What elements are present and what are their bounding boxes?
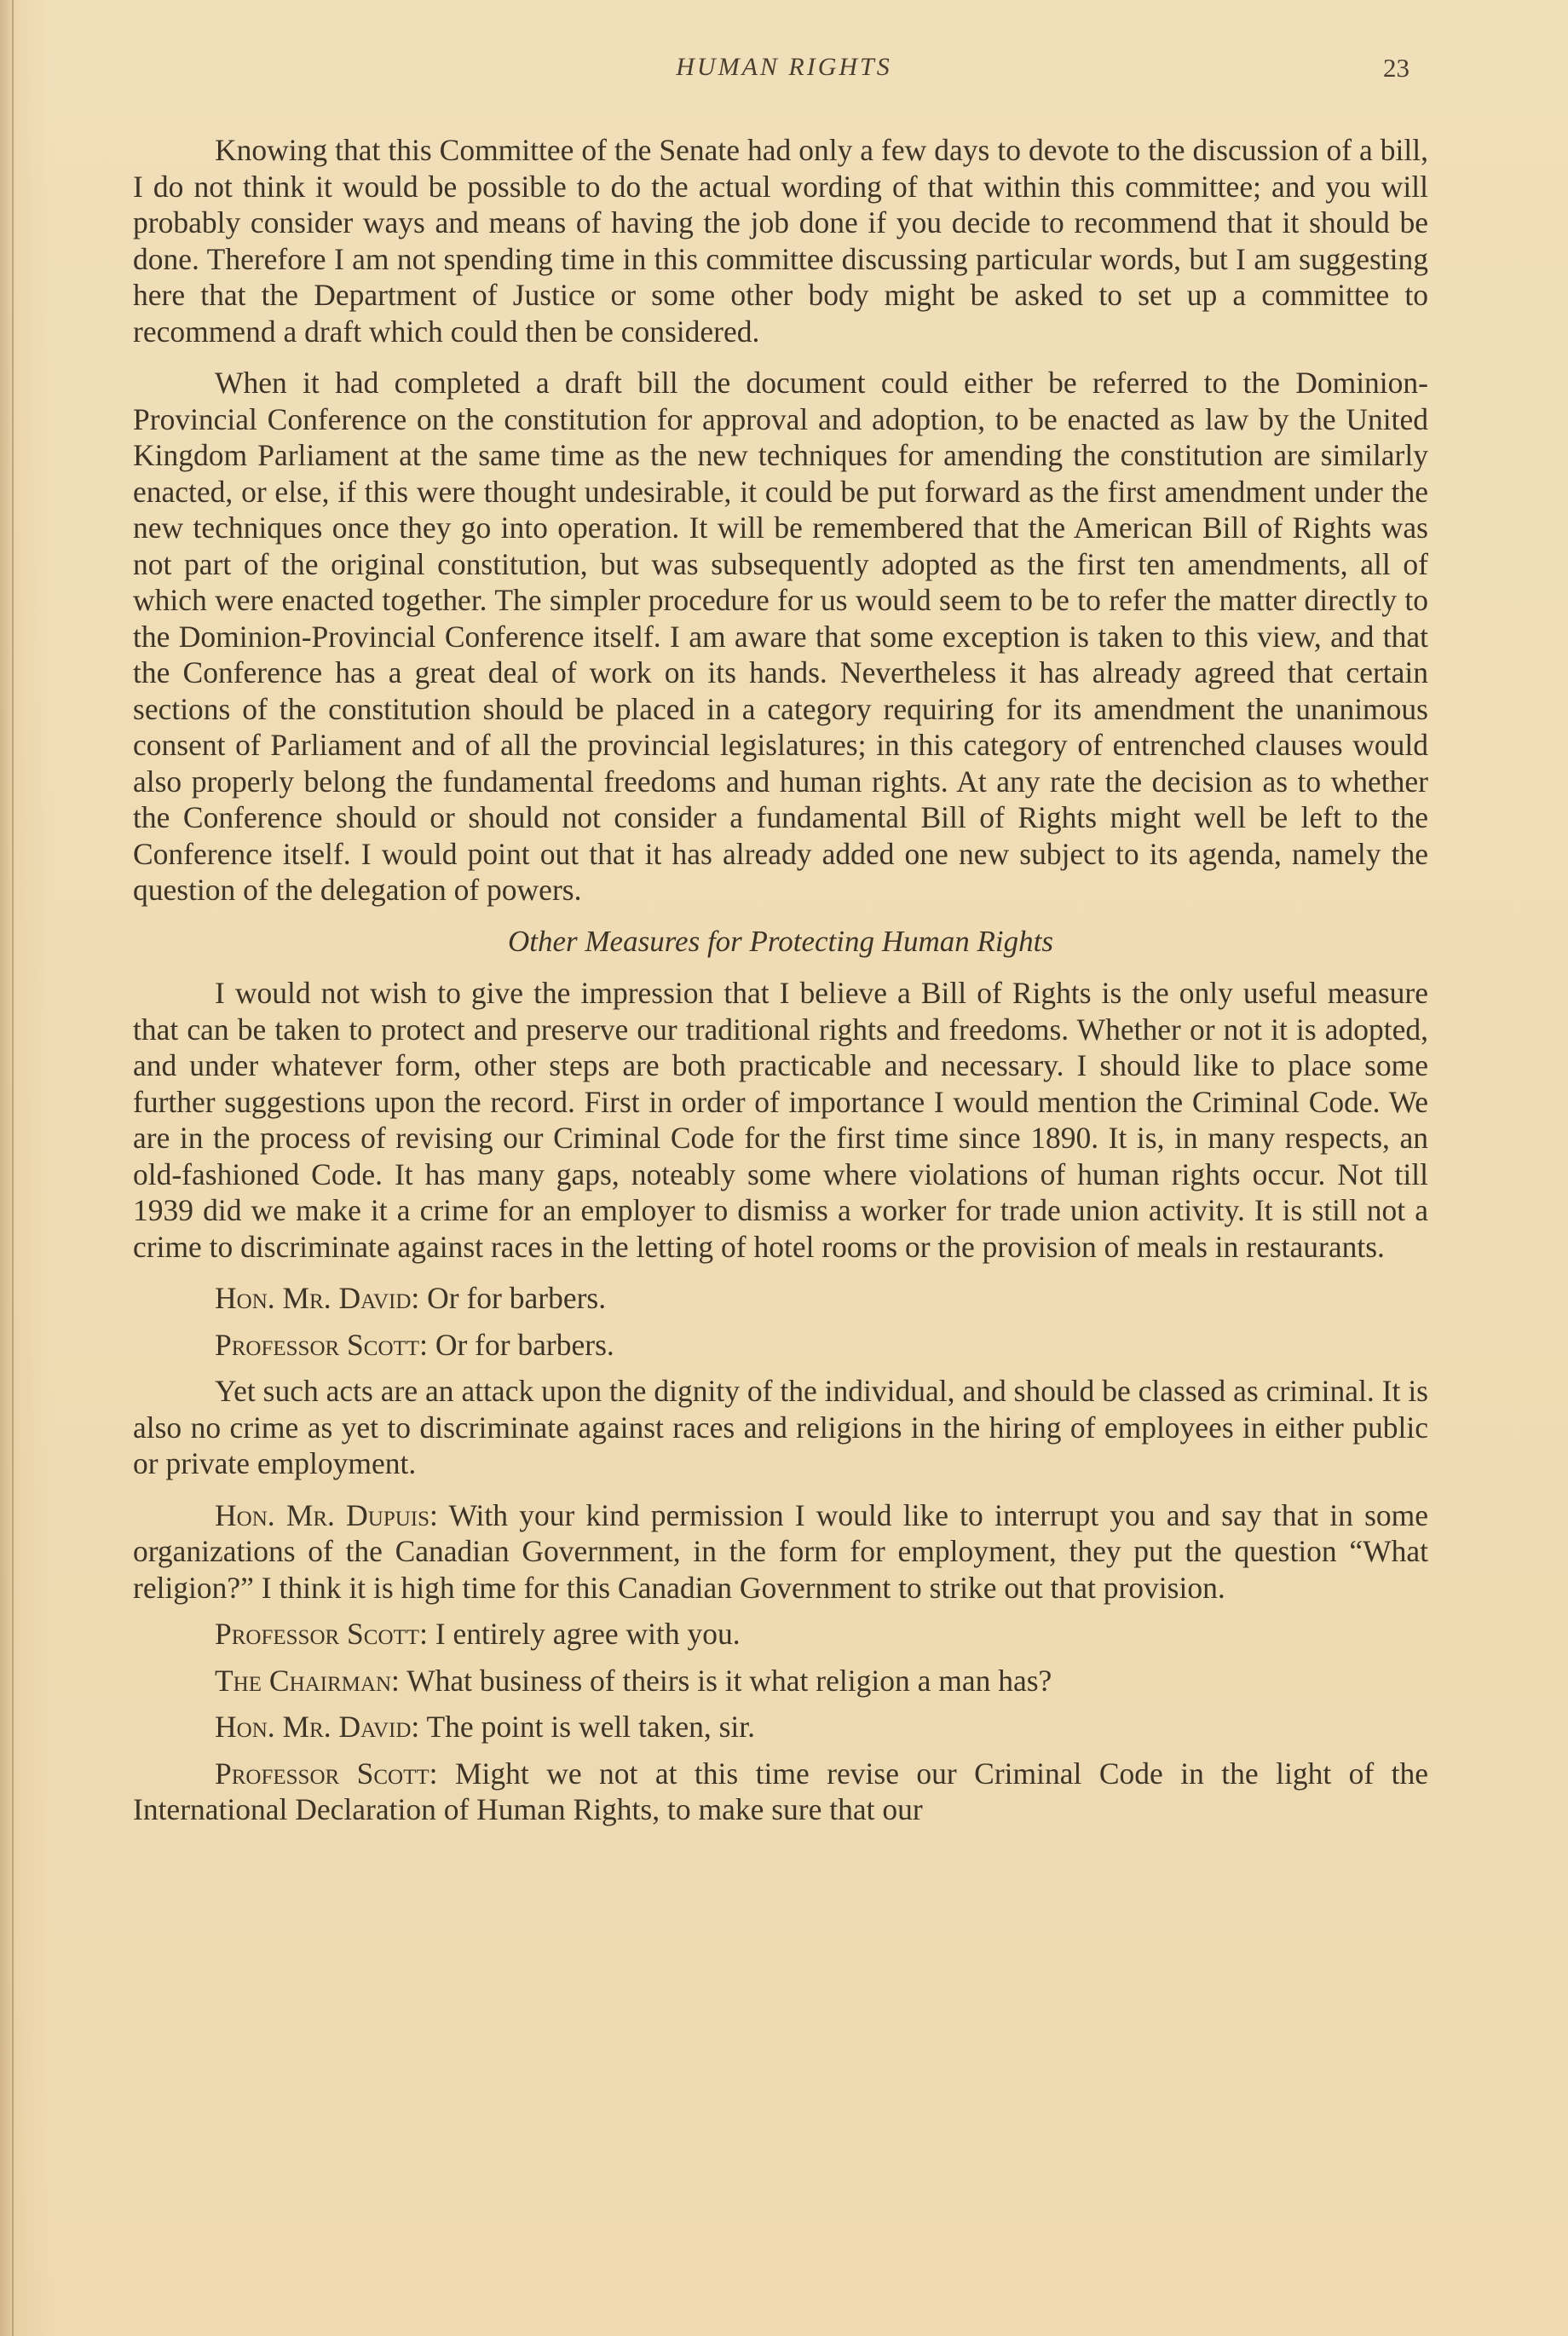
speech-text: With your kind permission I would like to interrupt you and say that in some organizations of the Canadian Government, in the form for employment, they put the question “What religion?” I think it is high time for this Canadian Government to strike out that provision. bbox=[133, 1497, 1429, 1605]
speaker-name: Professor Scott: bbox=[215, 1617, 428, 1651]
page-number: 23 bbox=[1383, 53, 1409, 83]
speaker-name: Hon. Mr. Dupuis: bbox=[215, 1497, 438, 1532]
dialogue-line bbox=[133, 1663, 1428, 1699]
dialogue-line bbox=[133, 1756, 1428, 1828]
paragraph-4: Yet such acts are an attack upon the dignity of the individual, and should be classed as criminal. It is also no crime as yet to discriminate against races and religions in the hiring of employees in either public or private employment. bbox=[133, 1374, 1428, 1480]
dialogue-line bbox=[133, 1709, 1428, 1745]
speaker-name: Hon. Mr. David: bbox=[215, 1710, 420, 1744]
running-header: HUMAN RIGHTS bbox=[676, 53, 892, 81]
speaker-name: Professor Scott: bbox=[215, 1327, 428, 1362]
paragraph-2: When it had completed a draft bill the document could either be referred to the Dominion-Provincial Conference on the constitution for approval and adoption, to be enacted as law by the United Kingdom Parliament at the same time as the new techniques for amending the constitution are similarly enacted, or else, if this were thought undesirable, it could be put forward as the first amendment under the new techniques once they go into operation. It will be remembered that the American Bill of Rights was not part of the original constitution, but was subsequently adopted as the first ten amendments, all of which were enacted together. The simpler procedure for us would seem to be to refer the matter directly to the Dominion-Provincial Conference itself. I am aware that some exception is taken to this view, and that the Conference has a great deal of work on its hands. Nevertheless it has already agreed that certain sections of the constitution should be placed in a category requiring for its amendment the unanimous consent of Parliament and of all the provincial legislatures; in this category of entrenched clauses would also properly belong the fundamental freedoms and human rights. At any rate the decision as to whether the Conference should or should not consider a fundamental Bill of Rights might well be left to the Conference itself. I would point out that it has already added one new subject to its agenda, namely the question of the delegation of powers. bbox=[133, 366, 1428, 907]
paragraph-3: I would not wish to give the impression that I believe a Bill of Rights is the only useful measure that can be taken to protect and preserve our traditional rights and freedoms. Whether or not it is adopted, and under whatever form, other steps are both practicable and necessary. I should like to place some further suggestions upon the record. First in order of importance I would mention the Criminal Code. We are in the process of revising our Criminal Code for the first time since 1890. It is, in many respects, an old-fashioned Code. It has many gaps, noteably some where violations of human rights occur. Not till 1939 did we make it a crime for an employer to dismiss a worker for trade union activity. It is still not a crime to discriminate against races in the letting of hotel rooms or the provision of meals in restaurants. bbox=[133, 976, 1428, 1264]
speech-text: Or for barbers. bbox=[427, 1281, 607, 1315]
dialogue-line bbox=[133, 1497, 1428, 1606]
dialogue-line bbox=[133, 1616, 1428, 1653]
speech-text: Might we not at this time revise our Criminal Code in the light of the International Declaration of Human Rights, to make sure that our bbox=[133, 1756, 1429, 1826]
speech-text: The point is well taken, sir. bbox=[426, 1710, 756, 1744]
speaker-name: Hon. Mr. David: bbox=[215, 1281, 420, 1315]
body-text bbox=[133, 132, 1428, 1838]
speech-text: What business of theirs is it what religion a man has? bbox=[406, 1663, 1052, 1698]
page-edge bbox=[12, 0, 14, 2336]
speech-text: Or for barbers. bbox=[435, 1327, 614, 1362]
paragraph-1: Knowing that this Committee of the Senate had only a few days to devote to the discussion of a bill, I do not think it would be possible to do the actual wording of that within this committee; and you will probably consider ways and means of having the job done if you decide to recommend that it should be done. Therefore I am not spending time in this committee discussing particular words, but I am suggesting here that the Department of Justice or some other body might be asked to set up a committee to recommend a draft which could then be considered. bbox=[133, 133, 1428, 349]
speech-text: I entirely agree with you. bbox=[435, 1617, 741, 1651]
speaker-name: Professor Scott: bbox=[215, 1756, 438, 1791]
section-heading: Other Measures for Protecting Human Rights bbox=[508, 924, 1053, 958]
speaker-name: The Chairman: bbox=[215, 1663, 400, 1698]
dialogue-line bbox=[133, 1280, 1428, 1317]
dialogue-line bbox=[133, 1327, 1428, 1364]
